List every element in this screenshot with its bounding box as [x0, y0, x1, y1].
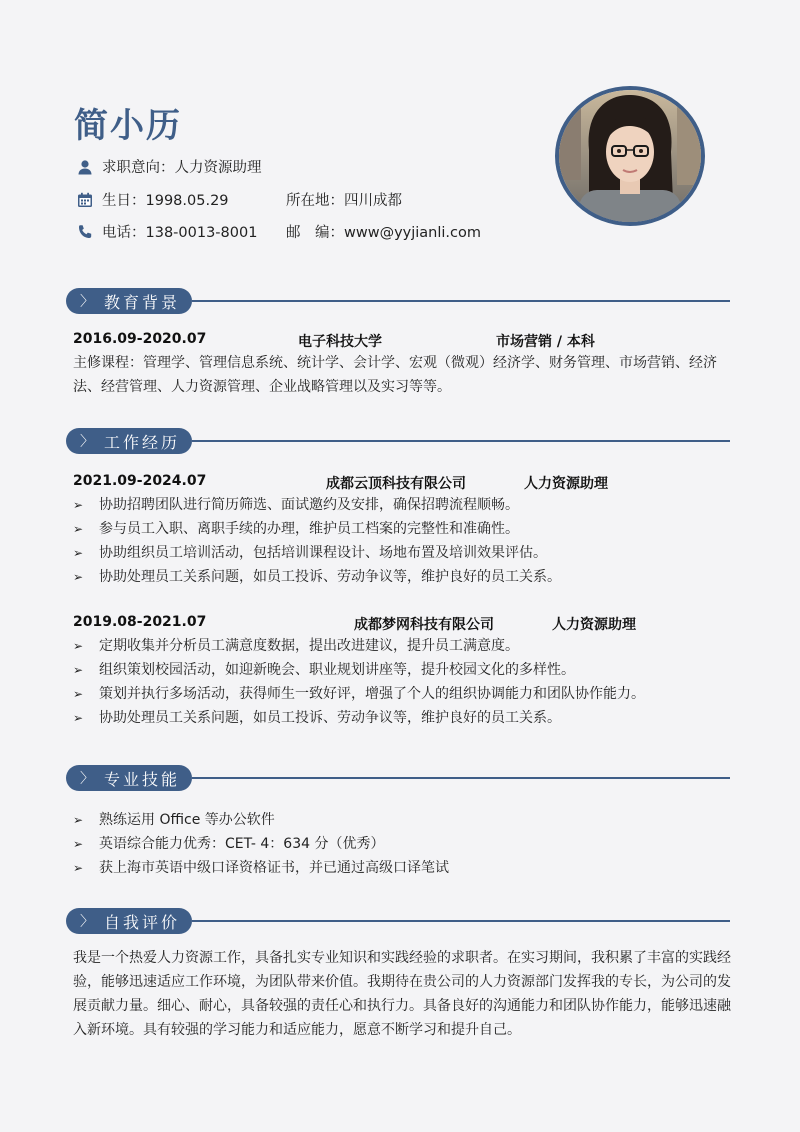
section-divider	[192, 300, 730, 302]
profile-photo	[555, 86, 713, 228]
education-title: 教育背景	[104, 292, 181, 312]
chevron-right-icon: 〉	[80, 771, 94, 787]
section-divider	[192, 920, 730, 922]
bullet-arrow-icon: ➢	[73, 522, 84, 536]
list-item: ➢ 获上海市英语中级口译资格证书，并已通过高级口译笔试	[73, 856, 733, 880]
job1-period: 2021.09-2024.07	[73, 473, 207, 489]
list-item: ➢ 英语综合能力优秀：CET- 4：634 分（优秀）	[73, 832, 733, 856]
education-major: 市场营销 / 本科	[496, 334, 595, 350]
work-title-pill	[66, 428, 192, 454]
bullet-arrow-icon: ➢	[73, 837, 84, 851]
self-eval-title: 自我评价	[104, 912, 181, 932]
chevron-right-icon: 〉	[80, 914, 94, 930]
education-school: 电子科技大学	[298, 334, 382, 350]
bullet-arrow-icon: ➢	[73, 639, 84, 653]
education-section-header	[66, 288, 730, 314]
self-eval-text: 我是一个热爱人力资源工作，具备扎实专业知识和实践经验的求职者。在实习期间，我积累了丰富的实践经验，能够迅速适应工作环境，为团队带来价值。我期待在贵公司的人力资源部门发挥我的专长，为公司的发展贡献力量。细心、耐心，具备较强的责任心和执行力。具备良好的沟通能力和团队协作能力，能够迅速融入新环境。具有较强的学习能力和适应能力，愿意不断学习和提升自己。	[73, 950, 731, 1038]
job2-position: 人力资源助理	[552, 617, 636, 633]
education-period: 2016.09-2020.07	[73, 331, 207, 347]
job1-company: 成都云顶科技有限公司	[326, 476, 466, 492]
job2-period: 2019.08-2021.07	[73, 614, 207, 630]
phone-email-row	[76, 221, 516, 242]
list-item: ➢ 策划并执行多场活动，获得师生一致好评，增强了个人的组织协调能力和团队协作能力。	[73, 682, 733, 706]
list-item: ➢ 协助组织员工培训活动，包括培训课程设计、场地布置及培训效果评估。	[73, 541, 733, 565]
education-courses: 主修课程：管理学、管理信息系统、统计学、会计学、宏观（微观）经济学、财务管理、市场营销、经济法、经营管理、人力资源管理、企业战略管理以及实习等等。	[73, 355, 717, 395]
job2-duties	[73, 634, 733, 730]
birthday-text: 生日：1998.05.29	[102, 193, 229, 209]
bullet-arrow-icon: ➢	[73, 570, 84, 584]
list-item: ➢ 协助处理员工关系问题，如员工投诉、劳动争议等，维护良好的员工关系。	[73, 565, 733, 589]
skills-title: 专业技能	[104, 769, 181, 789]
job2-company: 成都梦网科技有限公司	[354, 617, 494, 633]
bullet-arrow-icon: ➢	[73, 687, 84, 701]
skills-title-pill	[66, 765, 192, 791]
list-item: ➢ 定期收集并分析员工满意度数据，提出改进建议，提升员工满意度。	[73, 634, 733, 658]
candidate-name: 简小历	[74, 106, 182, 146]
list-item: ➢ 参与员工入职、离职手续的办理，维护员工档案的完整性和准确性。	[73, 517, 733, 541]
chevron-right-icon: 〉	[80, 294, 94, 310]
bullet-arrow-icon: ➢	[73, 546, 84, 560]
calendar-icon	[76, 191, 94, 209]
work-section-header	[66, 428, 730, 454]
portrait-illustration	[559, 90, 701, 222]
chevron-right-icon: 〉	[80, 434, 94, 450]
section-divider	[192, 777, 730, 779]
education-title-pill	[66, 288, 192, 314]
self-eval-title-pill	[66, 908, 192, 934]
skills-list	[73, 808, 733, 880]
job1-position: 人力资源助理	[524, 476, 608, 492]
list-item: ➢ 协助招聘团队进行简历筛选、面试邀约及安排，确保招聘流程顺畅。	[73, 493, 733, 517]
skills-section-header	[66, 765, 730, 791]
birthday-location-row	[76, 189, 516, 210]
bullet-arrow-icon: ➢	[73, 861, 84, 875]
phone-icon	[76, 223, 94, 241]
job-intent-text: 求职意向：人力资源助理	[102, 160, 262, 176]
location-text: 所在地：四川成都	[286, 193, 402, 209]
bullet-arrow-icon: ➢	[73, 663, 84, 677]
bullet-arrow-icon: ➢	[73, 711, 84, 725]
work-title: 工作经历	[104, 432, 181, 452]
person-icon	[76, 158, 94, 176]
job-intent-row	[76, 156, 262, 177]
email-text: 邮 编：www@yyjianli.com	[286, 225, 482, 241]
list-item: ➢ 组织策划校园活动，如迎新晚会、职业规划讲座等，提升校园文化的多样性。	[73, 658, 733, 682]
bullet-arrow-icon: ➢	[73, 813, 84, 827]
self-eval-section-header	[66, 908, 730, 934]
section-divider	[192, 440, 730, 442]
list-item: ➢ 协助处理员工关系问题，如员工投诉、劳动争议等，维护良好的员工关系。	[73, 706, 733, 730]
job1-duties	[73, 493, 733, 589]
phone-text: 电话：138-0013-8001	[102, 225, 258, 241]
list-item: ➢ 熟练运用 Office 等办公软件	[73, 808, 733, 832]
bullet-arrow-icon: ➢	[73, 498, 84, 512]
